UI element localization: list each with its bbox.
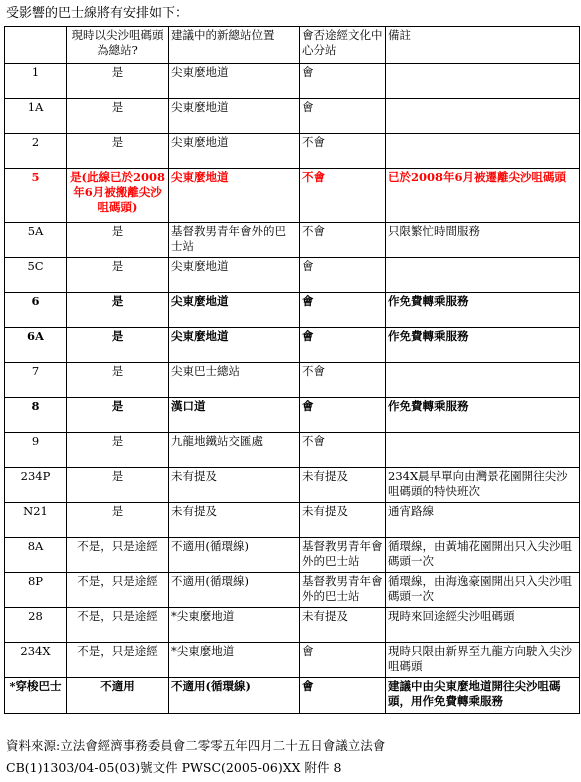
terminus-cell: 是 <box>67 293 169 328</box>
header-remarks: 備註 <box>386 27 580 64</box>
terminus-cell: 是 <box>67 468 169 503</box>
location-cell: 不適用(循環線) <box>169 538 300 573</box>
terminus-cell: 不適用 <box>67 678 169 714</box>
route-cell: 2 <box>5 134 67 169</box>
table-row <box>5 363 580 398</box>
remarks-cell <box>386 64 580 99</box>
table-row <box>5 99 580 134</box>
location-cell: *尖東麼地道 <box>169 608 300 643</box>
location-cell: 尖東巴士總站 <box>169 363 300 398</box>
remarks-cell: 現時只限由新界至九龍方向駛入尖沙咀碼頭 <box>386 643 580 678</box>
terminus-cell: 不是，只是途經 <box>67 643 169 678</box>
table-body <box>5 64 580 714</box>
location-cell: 尖東麼地道 <box>169 134 300 169</box>
route-cell: 234P <box>5 468 67 503</box>
terminus-cell: 是 <box>67 223 169 258</box>
route-cell: 1A <box>5 99 67 134</box>
via-cell: 會 <box>300 99 386 134</box>
route-cell: 9 <box>5 433 67 468</box>
terminus-cell: 是 <box>67 64 169 99</box>
via-cell: 基督教男青年會外的巴士站 <box>300 573 386 608</box>
via-cell: 會 <box>300 643 386 678</box>
via-cell: 不會 <box>300 134 386 169</box>
via-cell: 不會 <box>300 169 386 223</box>
via-cell: 不會 <box>300 223 386 258</box>
header-terminus: 現時以尖沙咀碼頭為總站? <box>67 27 169 64</box>
location-cell: 漢口道 <box>169 398 300 433</box>
footer-source: 資料來源:立法會經濟事務委員會二零零五年四月二十五日會議立法會 <box>6 738 386 753</box>
location-cell: 不適用(循環線) <box>169 678 300 714</box>
remarks-cell: 只限繁忙時間服務 <box>386 223 580 258</box>
table-row <box>5 134 580 169</box>
terminus-cell: 是 <box>67 433 169 468</box>
location-cell: 未有提及 <box>169 468 300 503</box>
route-cell: 5 <box>5 169 67 223</box>
remarks-cell: 作免費轉乘服務 <box>386 328 580 363</box>
footer-reference: CB(1)1303/04-05(03)號文件 PWSC(2005-06)XX 附件 8 <box>6 760 342 775</box>
route-cell: 5C <box>5 258 67 293</box>
location-cell: *尖東麼地道 <box>169 643 300 678</box>
terminus-cell: 不是，只是途經 <box>67 538 169 573</box>
remarks-cell: 現時來回途經尖沙咀碼頭 <box>386 608 580 643</box>
table-row <box>5 643 580 678</box>
via-cell: 會 <box>300 258 386 293</box>
location-cell: 未有提及 <box>169 503 300 538</box>
route-cell: 1 <box>5 64 67 99</box>
location-cell: 尖東麼地道 <box>169 328 300 363</box>
terminus-cell: 是 <box>67 258 169 293</box>
remarks-cell: 通宵路線 <box>386 503 580 538</box>
via-cell: 基督教男青年會外的巴士站 <box>300 538 386 573</box>
via-cell: 會 <box>300 64 386 99</box>
terminus-cell: 不是，只是途經 <box>67 608 169 643</box>
remarks-cell <box>386 134 580 169</box>
header-via-cultural-centre: 會否途經文化中心分站 <box>300 27 386 64</box>
table-row <box>5 223 580 258</box>
terminus-cell: 是 <box>67 503 169 538</box>
table-row <box>5 503 580 538</box>
remarks-cell: 作免費轉乘服務 <box>386 293 580 328</box>
route-cell: *穿梭巴士 <box>5 678 67 714</box>
remarks-cell: 已於2008年6月被遷離尖沙咀碼頭 <box>386 169 580 223</box>
header-new-location: 建議中的新總站位置 <box>169 27 300 64</box>
terminus-cell: 是 <box>67 398 169 433</box>
table-row <box>5 608 580 643</box>
route-cell: N21 <box>5 503 67 538</box>
location-cell: 尖東麼地道 <box>169 293 300 328</box>
location-cell: 基督教男青年會外的巴士站 <box>169 223 300 258</box>
via-cell: 會 <box>300 678 386 714</box>
table-row <box>5 258 580 293</box>
table-row <box>5 433 580 468</box>
table-row <box>5 573 580 608</box>
route-cell: 5A <box>5 223 67 258</box>
table-row <box>5 328 580 363</box>
terminus-cell: 是(此線已於2008年6月被搬離尖沙咀碼頭) <box>67 169 169 223</box>
table-row <box>5 678 580 714</box>
intro-text: 受影響的巴士線將有安排如下： <box>6 6 189 21</box>
route-cell: 28 <box>5 608 67 643</box>
route-cell: 6 <box>5 293 67 328</box>
remarks-cell <box>386 433 580 468</box>
route-cell: 8A <box>5 538 67 573</box>
table-row <box>5 169 580 223</box>
remarks-cell <box>386 258 580 293</box>
location-cell: 尖東麼地道 <box>169 258 300 293</box>
remarks-cell <box>386 363 580 398</box>
via-cell: 未有提及 <box>300 608 386 643</box>
via-cell: 會 <box>300 398 386 433</box>
bus-route-table <box>4 26 580 714</box>
via-cell: 未有提及 <box>300 468 386 503</box>
remarks-cell: 循環線，由黃埔花園開出只入尖沙咀碼頭一次 <box>386 538 580 573</box>
location-cell: 尖東麼地道 <box>169 99 300 134</box>
via-cell: 未有提及 <box>300 503 386 538</box>
via-cell: 會 <box>300 328 386 363</box>
location-cell: 尖東麼地道 <box>169 169 300 223</box>
route-cell: 7 <box>5 363 67 398</box>
remarks-cell: 循環線，由海逸豪園開出只入尖沙咀碼頭一次 <box>386 573 580 608</box>
table-row <box>5 398 580 433</box>
table-row <box>5 64 580 99</box>
table-row <box>5 293 580 328</box>
terminus-cell: 是 <box>67 328 169 363</box>
route-cell: 234X <box>5 643 67 678</box>
location-cell: 九龍地鐵站交匯處 <box>169 433 300 468</box>
remarks-cell: 建議中由尖東麼地道開往尖沙咀碼頭，用作免費轉乘服務 <box>386 678 580 714</box>
route-cell: 8P <box>5 573 67 608</box>
terminus-cell: 是 <box>67 363 169 398</box>
table-row <box>5 538 580 573</box>
route-cell: 8 <box>5 398 67 433</box>
terminus-cell: 是 <box>67 134 169 169</box>
remarks-cell: 作免費轉乘服務 <box>386 398 580 433</box>
remarks-cell <box>386 99 580 134</box>
remarks-cell: 234X晨早單向由灣景花園開往尖沙咀碼頭的特快班次 <box>386 468 580 503</box>
location-cell: 尖東麼地道 <box>169 64 300 99</box>
terminus-cell: 不是，只是途經 <box>67 573 169 608</box>
terminus-cell: 是 <box>67 99 169 134</box>
location-cell: 不適用(循環線) <box>169 573 300 608</box>
header-route <box>5 27 67 64</box>
via-cell: 會 <box>300 293 386 328</box>
route-cell: 6A <box>5 328 67 363</box>
table-header-row <box>5 27 580 64</box>
via-cell: 不會 <box>300 433 386 468</box>
table-row <box>5 468 580 503</box>
via-cell: 不會 <box>300 363 386 398</box>
